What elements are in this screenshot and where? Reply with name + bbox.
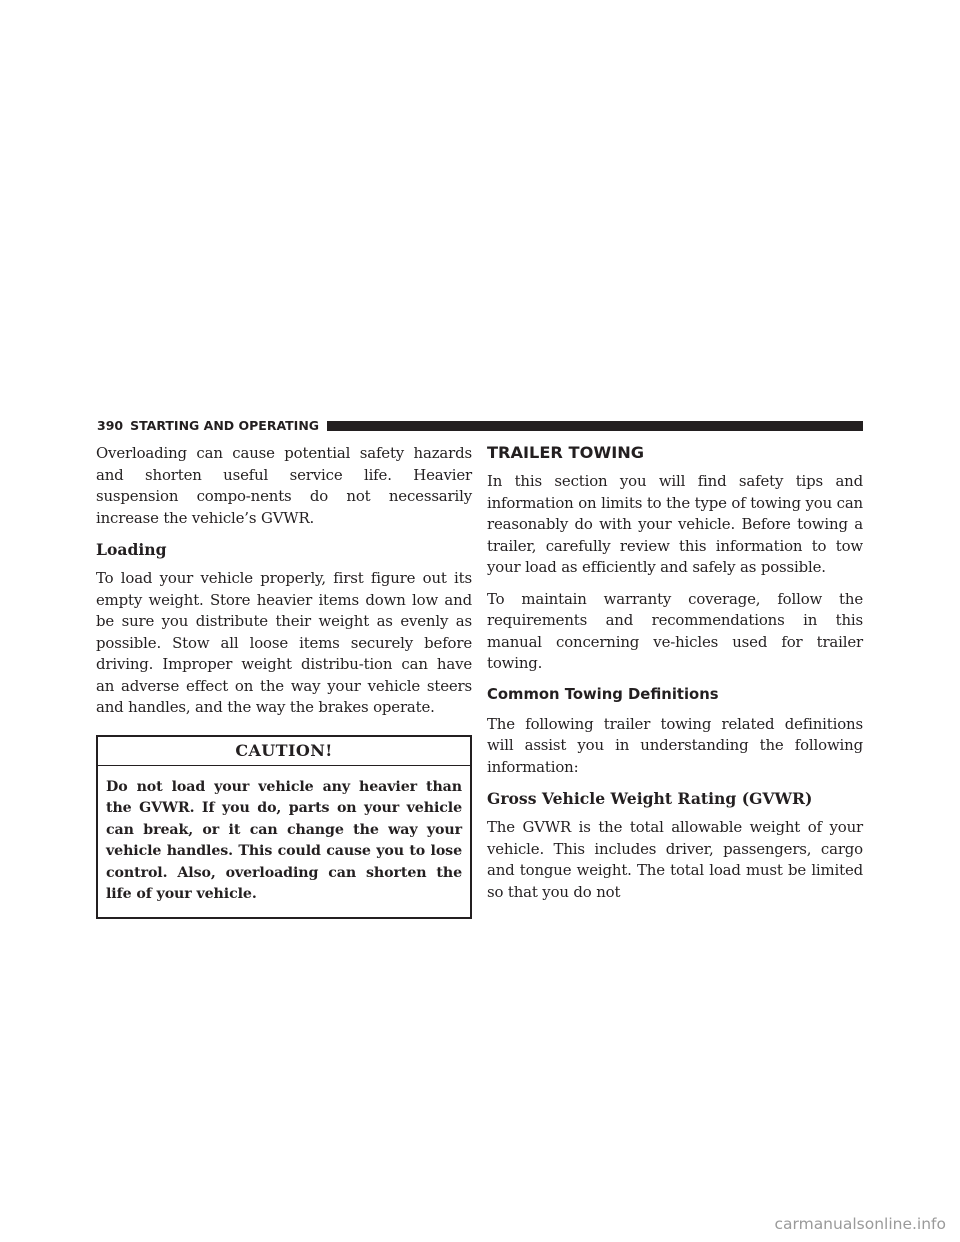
definitions-heading: Common Towing Definitions (487, 685, 719, 703)
watermark-link[interactable]: carmanualsonline.info (774, 1215, 946, 1233)
section-title: STARTING AND OPERATING (130, 418, 320, 433)
caution-text: Do not load your vehicle any heavier than the GVWR. If you do, parts on your vehicle can break, or it can change the way your vehicle handles. This could cause you to lose control. Also, overloading can shorten the life of your vehicle. (106, 778, 462, 902)
right-column (487, 443, 863, 903)
left-column (96, 443, 472, 919)
trailer-paragraph-1: In this section you will find safety tips and information on limits to the type of towing you can reasonably do with your vehicle. Before towing a trailer, carefully review this information to tow your load as efficiently and safely as possible. (487, 472, 863, 576)
caution-box (96, 735, 472, 919)
intro-paragraph: Overloading can cause potential safety hazards and shorten useful service life. Heavier suspension compo-nents do not necessarily increase the vehicle’s GVWR. (96, 444, 472, 527)
gvwr-heading: Gross Vehicle Weight Rating (GVWR) (487, 789, 813, 808)
loading-paragraph: To load your vehicle properly, first figure out its empty weight. Store heavier items down low and be sure you distribute their weight as evenly as possible. Stow all loose items securely before driving. Improper weight distribu-tion can have an adverse effect on the way your vehicle steers and handles, and the way the brakes operate. (96, 569, 472, 716)
header-rule (327, 421, 863, 431)
loading-heading: Loading (96, 540, 167, 559)
page-header (97, 419, 863, 433)
definitions-paragraph: The following trailer towing related definitions will assist you in understanding the following information: (487, 714, 863, 776)
caution-title: CAUTION! (98, 737, 470, 766)
trailer-paragraph-2: To maintain warranty coverage, follow the requirements and recommendations in this manual concerning ve-hicles used for trailer towing. (487, 589, 863, 672)
trailer-towing-heading: TRAILER TOWING (487, 443, 645, 462)
page-number: 390 (97, 418, 124, 433)
gvwr-paragraph: The GVWR is the total allowable weight of your vehicle. This includes driver, passengers, cargo and tongue weight. The total load must be limited so that you do not (487, 818, 863, 901)
